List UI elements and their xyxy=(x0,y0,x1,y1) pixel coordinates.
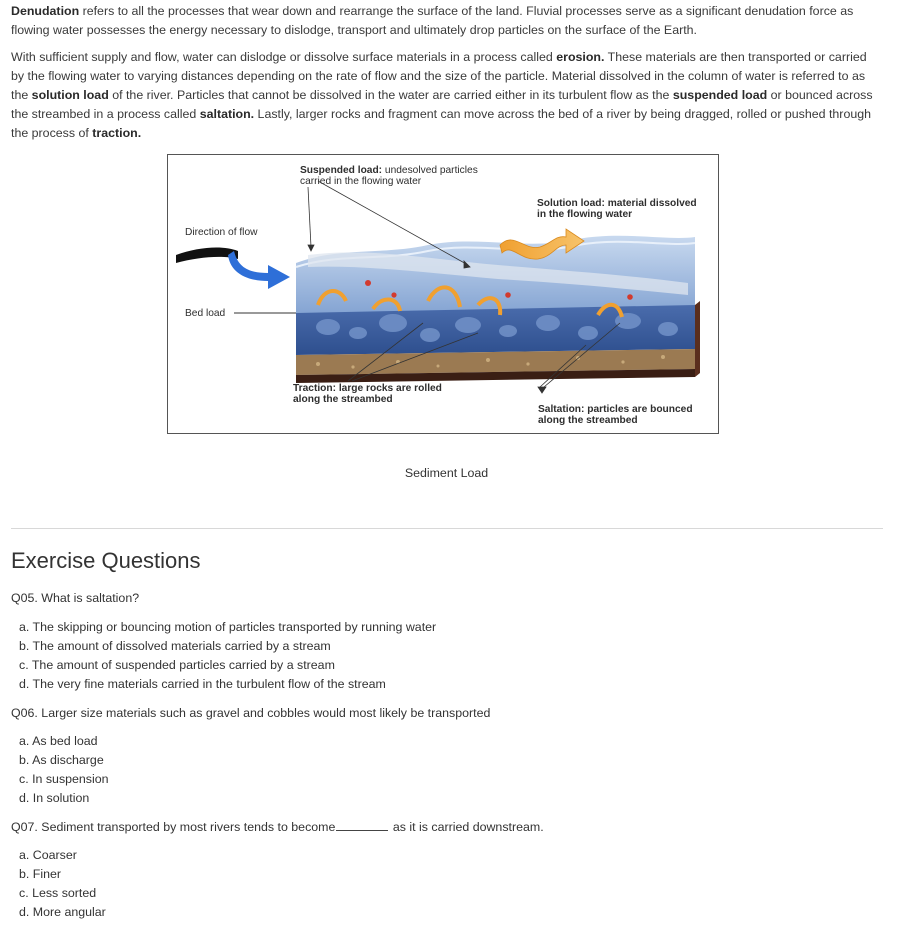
intro-paragraph-1 xyxy=(11,2,883,40)
q07-text-end: as it is carried downstream. xyxy=(389,820,544,834)
suspended-load-term: Suspended load: xyxy=(300,165,383,176)
q05-option-a[interactable]: a. The skipping or bouncing motion of particles transported by running water xyxy=(19,620,437,634)
term-erosion: erosion. xyxy=(556,50,605,64)
paragraph-text: refers to all the processes that wear down and rearrange the surface of the land. Fluvial processes serve as a significant denudation force as flowing water possesses the energy necessary to dislodge, transport and ultimately drop particles on the surface of the Earth. xyxy=(11,4,854,37)
intro-paragraph-2 xyxy=(11,48,883,143)
question-q05: Q05. What is saltation? xyxy=(11,591,140,605)
saltation-text: Saltation: particles are bounced xyxy=(538,404,693,415)
term-solution-load: solution load xyxy=(31,88,109,102)
q05-option-c[interactable]: c. The amount of suspended particles carried by a stream xyxy=(19,658,335,672)
q07-option-b[interactable]: b. Finer xyxy=(19,867,62,881)
q07-options xyxy=(19,846,106,922)
sediment-load-diagram xyxy=(167,154,719,434)
q07-blank xyxy=(336,820,388,831)
traction-text: Traction: large rocks are rolled xyxy=(293,383,442,394)
q06-option-c[interactable]: c. In suspension xyxy=(19,772,109,786)
solution-load-label xyxy=(537,198,697,220)
q07-option-a[interactable]: a. Coarser xyxy=(19,848,77,862)
q07-option-c[interactable]: c. Less sorted xyxy=(19,886,97,900)
riverbed-side xyxy=(695,301,700,377)
solution-load-term: Solution load: xyxy=(537,198,605,209)
suspended-load-label xyxy=(300,165,478,187)
solution-load-text-2: in the flowing water xyxy=(537,209,633,220)
traction-text-2: along the streambed xyxy=(293,394,393,405)
q06-option-a[interactable]: a. As bed load xyxy=(19,734,98,748)
paragraph-text: These materials are then transported or carried by the flowing water to varying distances depending on the rate of flow and the size of the particle. Material dissolved in the column of water is referred to as the xyxy=(11,50,867,102)
term-denudation: Denudation xyxy=(11,4,80,18)
figure-caption: Sediment Load xyxy=(404,466,489,480)
bed-load-label: Bed load xyxy=(185,308,226,319)
term-traction: traction. xyxy=(92,126,142,140)
paragraph-text: With sufficient supply and flow, water can dislodge or dissolve surface materials in a process called xyxy=(11,50,557,64)
traction-label xyxy=(293,383,442,405)
suspended-load-text-2: carried in the flowing water xyxy=(300,176,422,187)
solution-load-text: material dissolved xyxy=(604,198,697,209)
q06-option-d[interactable]: d. In solution xyxy=(19,791,90,805)
question-q07 xyxy=(11,820,544,834)
q05-option-d[interactable]: d. The very fine materials carried in the turbulent flow of the stream xyxy=(19,677,386,691)
saltation-text-2: along the streambed xyxy=(538,415,638,426)
question-q06: Q06. Larger size materials such as gravel and cobbles would most likely be transported xyxy=(11,706,491,720)
exercise-heading: Exercise Questions xyxy=(11,548,201,573)
q07-option-d[interactable]: d. More angular xyxy=(19,905,106,919)
sediment-load-illustration xyxy=(168,155,720,435)
saltation-label xyxy=(538,404,693,426)
q05-option-b[interactable]: b. The amount of dissolved materials carried by a stream xyxy=(19,639,331,653)
term-suspended-load: suspended load xyxy=(672,88,768,102)
suspended-load-text: undesolved particles xyxy=(382,165,478,176)
section-divider xyxy=(11,528,883,529)
q06-options xyxy=(19,732,109,808)
q06-option-b[interactable]: b. As discharge xyxy=(19,753,104,767)
direction-of-flow-label: Direction of flow xyxy=(185,227,258,238)
q07-text-start: Q07. Sediment transported by most rivers tends to become xyxy=(11,820,336,834)
term-saltation: saltation. xyxy=(199,107,255,121)
paragraph-text: or bounced across the streambed in a process called xyxy=(11,88,873,121)
paragraph-text: of the river. Particles that cannot be dissolved in the water are carried either in its turbulent flow as the xyxy=(108,88,673,102)
paragraph-text: Lastly, larger rocks and fragment can move across the bed of a river by being dragged, rolled or pushed through the process of xyxy=(11,107,872,140)
q05-options xyxy=(19,618,436,694)
